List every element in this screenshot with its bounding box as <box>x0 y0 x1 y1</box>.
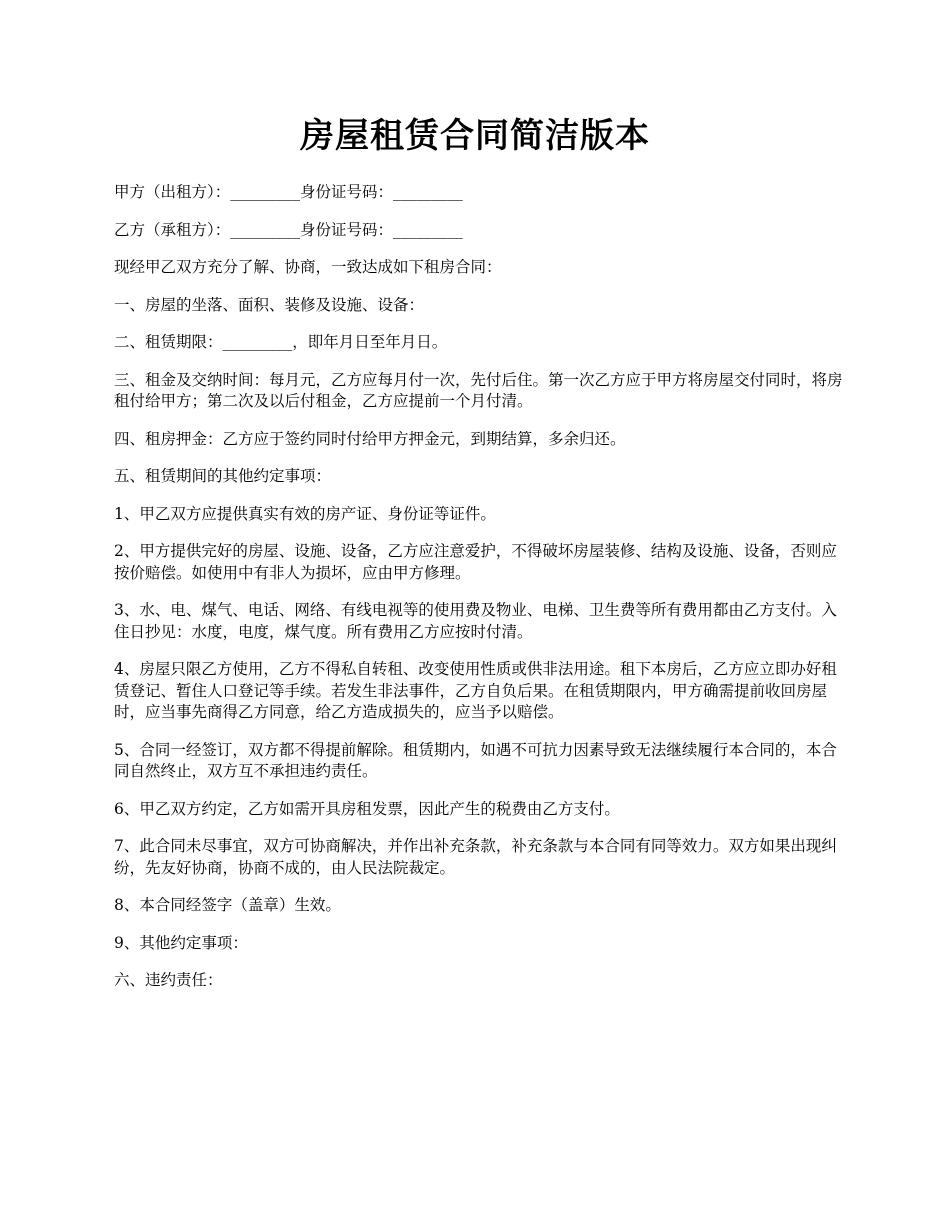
paragraph-item-2: 2、甲方提供完好的房屋、设施、设备，乙方应注意爱护，不得破坏房屋装修、结构及设施、设备，否则应按价赔偿。如使用中有非人为损坏，应由甲方修理。 <box>114 542 837 582</box>
paragraph-section-5: 五、租赁期间的其他约定事项： <box>114 467 332 485</box>
paragraph-item-6: 6、甲乙双方约定，乙方如需开具房租发票，因此产生的税费由乙方支付。 <box>114 799 620 818</box>
paragraph-lessor: 甲方（出租方）：_________身份证号码：_________ <box>114 183 463 201</box>
paragraph-item-7: 7、此合同未尽事宜，双方可协商解决，并作出补充条款，补充条款与本合同有同等效力。双方如果出现纠纷，先友好协商，协商不成的，由人民法院裁定。 <box>114 837 837 877</box>
paragraph-lessee: 乙方（承租方）：_________身份证号码：_________ <box>114 220 463 239</box>
paragraph-item-9: 9、其他约定事项： <box>114 933 248 952</box>
document-body <box>114 182 846 1008</box>
paragraph-item-5: 5、合同一经签订，双方都不得提前解除。租赁期内，如遇不可抗力因素导致无法继续履行本合同的，本合同自然终止，双方互不承担违约责任。 <box>114 740 837 780</box>
paragraph-section-2: 二、租赁期限：_________，即年月日至年月日。 <box>114 333 448 351</box>
paragraph-section-4: 四、租房押金：乙方应于签约同时付给甲方押金元，到期结算，多余归还。 <box>114 429 626 448</box>
paragraph-item-3: 3、水、电、煤气、电话、网络、有线电视等的使用费及物业、电梯、卫生费等所有费用都由乙方支付。入住日抄见：水度，电度，煤气度。所有费用乙方应按时付清。 <box>114 601 837 641</box>
paragraph-section-6: 六、违约责任： <box>114 971 223 989</box>
paragraph-section-3: 三、租金及交纳时间：每月元，乙方应每月付一次，先付后住。第一次乙方应于甲方将房屋交付同时，将房租付给甲方；第二次及以后付租金，乙方应提前一个月付清。 <box>114 370 843 410</box>
paragraph-section-1: 一、房屋的坐落、面积、装修及设施、设备： <box>114 295 425 314</box>
paragraph-preamble: 现经甲乙双方充分了解、协商，一致达成如下租房合同： <box>114 258 502 276</box>
paragraph-item-4: 4、房屋只限乙方使用，乙方不得私自转租、改变使用性质或供非法用途。租下本房后，乙方应立即办好租赁登记、暂住人口登记等手续。若发生非法事件，乙方自负后果。在租赁期限内，甲方确需提前收回房屋时，应当事先商得乙方同意，给乙方造成损失的，应当予以赔偿。 <box>114 660 837 721</box>
paragraph-item-8: 8、本合同经签字（盖章）生效。 <box>114 896 341 914</box>
paragraph-item-1: 1、甲乙双方应提供真实有效的房产证、身份证等证件。 <box>114 504 496 523</box>
document-title: 房屋租赁合同简洁版本 <box>300 116 650 156</box>
